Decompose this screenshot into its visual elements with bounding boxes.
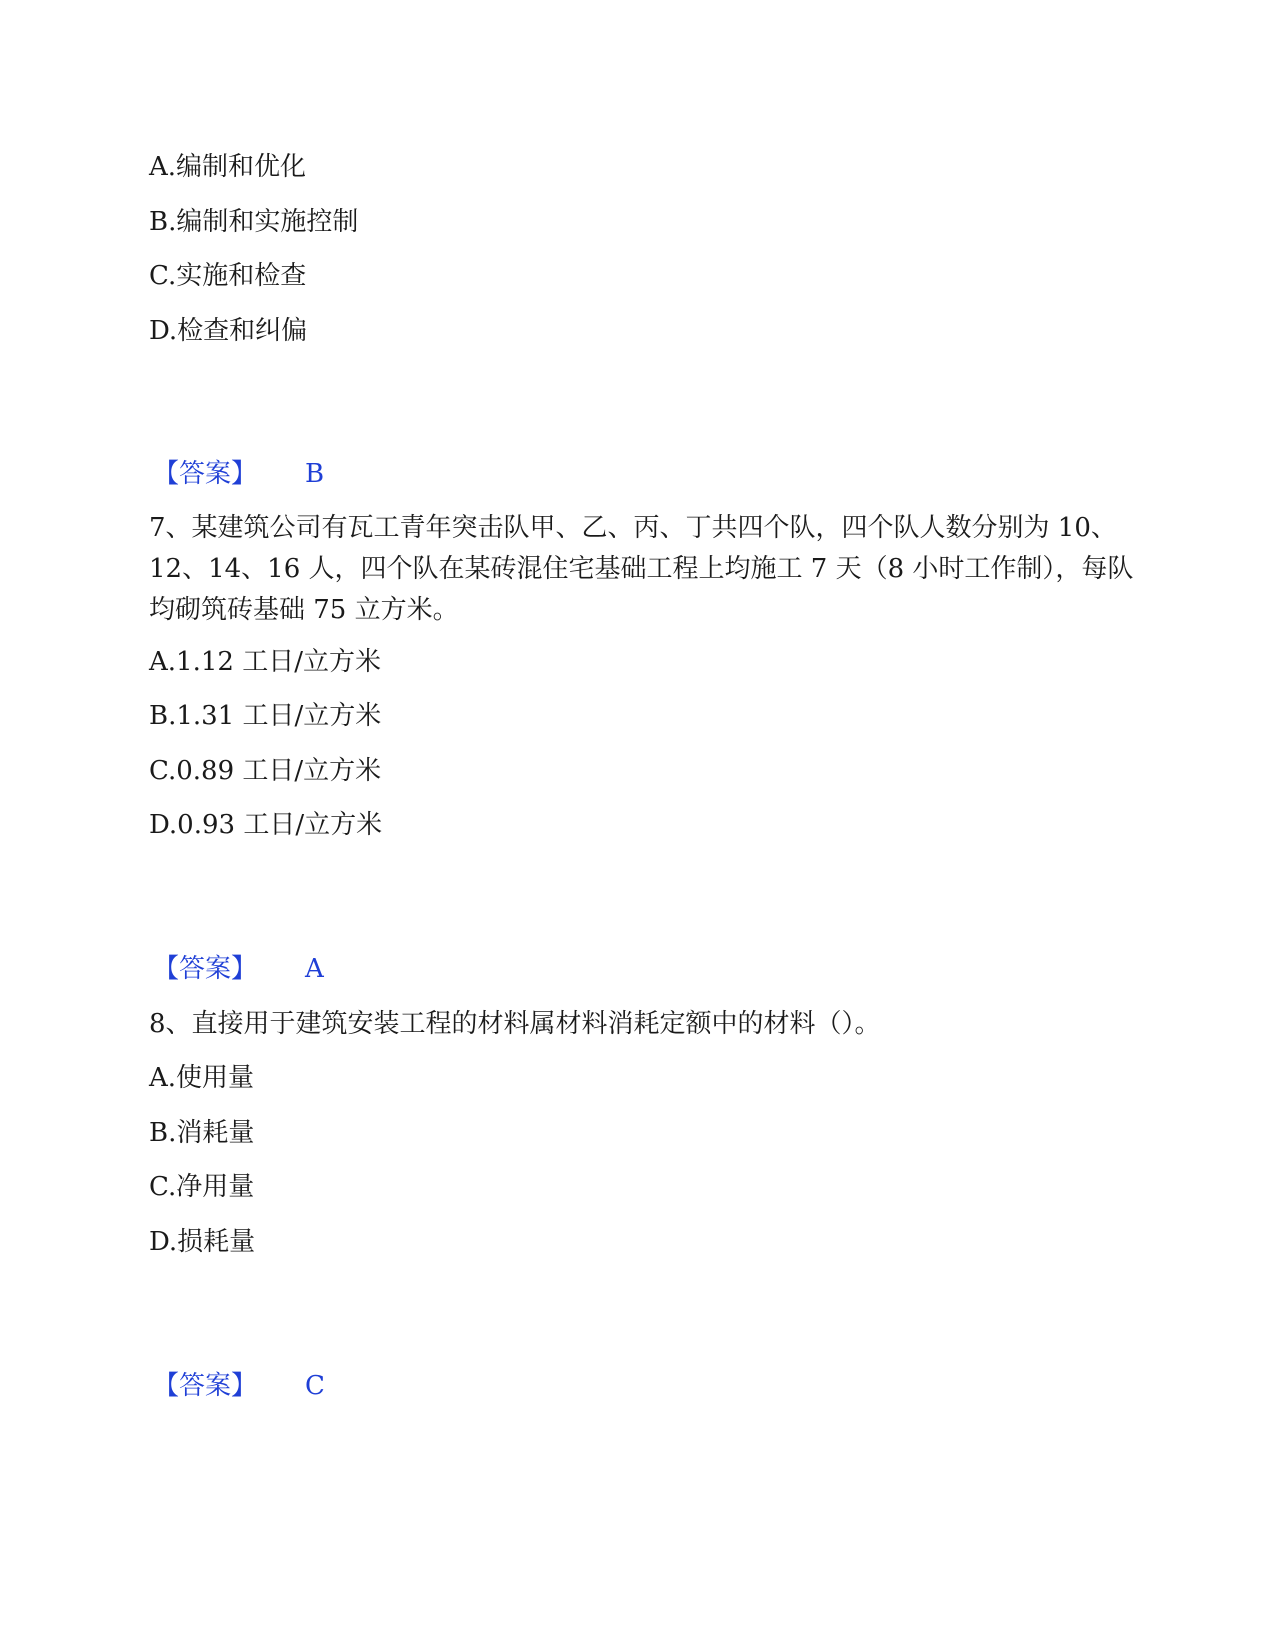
- answer-label: 【答案】: [153, 1371, 258, 1401]
- q8-answer: [153, 1366, 325, 1406]
- answer-letter: B: [305, 459, 325, 489]
- q6-option-b: B.编制和实施控制: [149, 207, 359, 237]
- answer-label: 【答案】: [153, 954, 258, 984]
- q8-option-a: A.使用量: [149, 1063, 255, 1093]
- q6-answer: [153, 454, 324, 494]
- q8-option-b: B.消耗量: [149, 1118, 255, 1148]
- q7-option-d: D.0.93 工日/立方米: [149, 810, 383, 840]
- answer-letter: A: [305, 954, 324, 984]
- q7-option-c: C.0.89 工日/立方米: [149, 756, 382, 786]
- answer-letter: C: [305, 1371, 325, 1401]
- answer-label: 【答案】: [153, 459, 258, 489]
- q7-option-a: A.1.12 工日/立方米: [149, 647, 381, 677]
- q7-answer: [153, 949, 324, 989]
- q8-option-d: D.损耗量: [149, 1227, 256, 1257]
- q6-option-c: C.实施和检查: [149, 261, 307, 291]
- q8-option-c: C.净用量: [149, 1172, 255, 1202]
- q7-stem: 7、某建筑公司有瓦工青年突击队甲、乙、丙、丁共四个队，四个队人数分别为 10、12、14、16 人，四个队在某砖混住宅基础工程上均施工 7 天（8 小时工作制），每队均砌筑砖基础 75 立方米。: [149, 513, 1134, 625]
- q8-stem: 8、直接用于建筑安装工程的材料属材料消耗定额中的材料（）。: [149, 1009, 881, 1039]
- q7-option-b: B.1.31 工日/立方米: [149, 701, 382, 731]
- q6-option-a: A.编制和优化: [149, 152, 307, 182]
- q6-option-d: D.检查和纠偏: [149, 316, 308, 346]
